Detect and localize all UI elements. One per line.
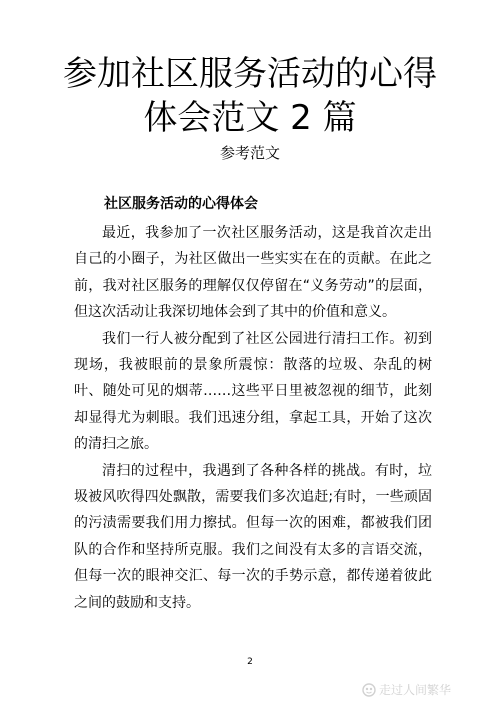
watermark-logo-icon bbox=[362, 683, 376, 697]
watermark-text: 走过人间繁华 bbox=[379, 683, 452, 697]
watermark bbox=[362, 682, 451, 698]
section-heading: 社区服务活动的心得体会 bbox=[104, 196, 258, 212]
document-subtitle: 参考范文 bbox=[219, 144, 280, 162]
document-title-line-1: 参加社区服务活动的心得 bbox=[63, 54, 437, 94]
page-number: 2 bbox=[247, 657, 253, 667]
body-paragraph: 清扫的过程中，我遇到了各种各样的挑战。有时，垃圾被风吹得四处飘散，需要我们多次追赶;有时，一些顽固的污渍需要我们用力擦拭。但每一次的困难，都被我们团队的合作和坚持所克服。我们之间没有太多的言语交流，但每一次的眼神交汇、每一次的手势示意，都传递着彼此之间的鼓励和支持。 bbox=[74, 462, 432, 611]
body-paragraph: 最近，我参加了一次社区服务活动，这是我首次走出自己的小圈子，为社区做出一些实实在在的贡献。在此之前，我对社区服务的理解仅仅停留在“义务劳动”的层面，但这次活动让我深切地体会到了其中的价值和意义。 bbox=[74, 225, 432, 321]
body-paragraph: 我们一行人被分配到了社区公园进行清扫工作。初到现场，我被眼前的景象所震惊：散落的垃圾、杂乱的树叶、随处可见的烟蒂……这些平日里被忽视的细节，此刻却显得尤为刺眼。我们迅速分组，拿起工具，开始了这次的清扫之旅。 bbox=[74, 330, 432, 453]
document-body bbox=[74, 220, 432, 616]
document-title-line-2: 体会范文 2 篇 bbox=[143, 98, 357, 138]
